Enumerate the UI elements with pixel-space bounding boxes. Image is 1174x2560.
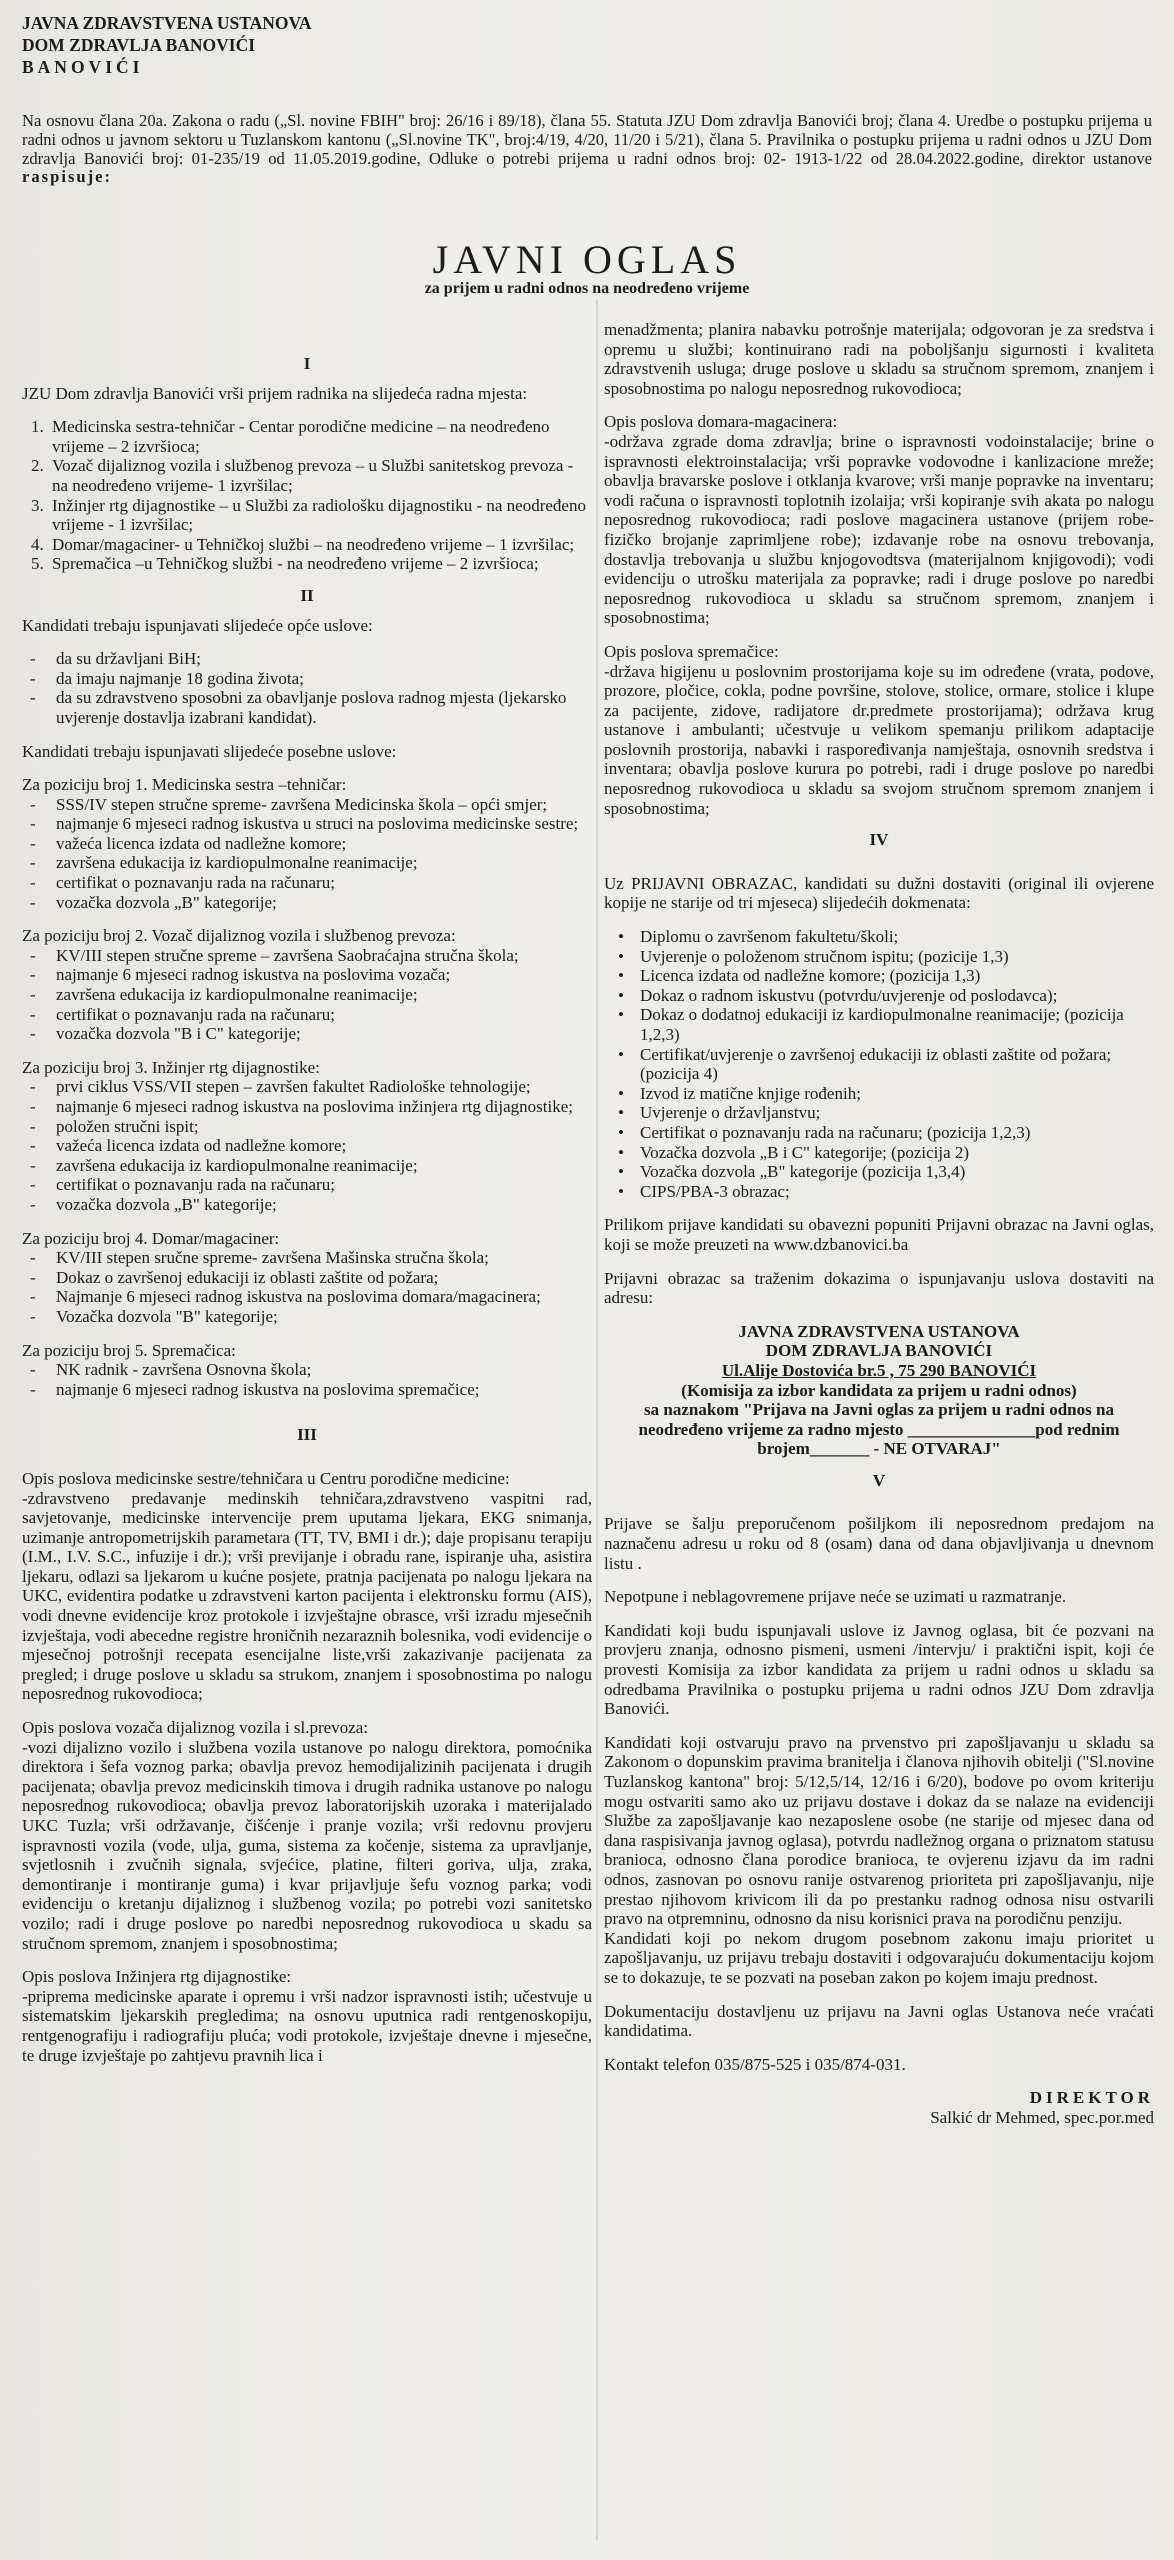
document-item: • Dokaz o dodatnoj edukaciji iz kardiopulmonalne reanimacije; (pozicija 1,2,3) bbox=[618, 1005, 1154, 1044]
condition-item: - certifikat o poznavanju rada na računaru; bbox=[30, 1175, 592, 1195]
job-desc-text: -vozi dijalizno vozilo i službena vozila ustanove po nalogu direktora, pomoćnika direktora i šefa voznog parka; obavlja prevoz hemodijalizinih pacijenata i drugih pacijenata; obavlja prevoz medicinskih timova i drugih radnika ustanove po nalogu neposrednog rukovodioca; obavlja prevoz laboratorijskih uzoraka i materijalado UKC Tuzla; vrši održavanje, čišćenje i pranje vozila; vrši redovnu provjeru ispravnosti vozila (vode, ulja, guma, sistema za kočenje, sistema za upravljanje, svjetlosnih i zvučnih signala, svjećice, platine, filteri goriva, ulja, zraka, demontiranje i montiranje guma) i kvar prijavljuje šefu voznog parka; vodi evidenciju o kretanju dijaliznog i službenog vozila; po potrebi vozi sanitetsko vozilo; radi i druge poslove po naredbi neposrednog rukovodioca u skadu sa stručnom spremom, znanjem i sposobnostima; bbox=[22, 1737, 592, 1953]
job-desc-heading: Opis poslova medicinske sestre/tehničara u Centru porodične medicine: bbox=[22, 1468, 510, 1488]
paragraph: Kandidati koji po nekom drugom posebnom zakonu imaju prioritet u zapošljavanju, uz prijavu trebaju dostaviti i odgovarajuću dokumentaciju kojom se to dokazuje, te se pozvati na poseban zakon po kojem imaju prednost. bbox=[604, 1928, 1154, 1987]
address-line: DOM ZDRAVLJA BANOVIĆI bbox=[765, 1341, 993, 1361]
job-desc-text: -zdravstveno predavanje medinskih tehničara,zdravstveno vaspitni rad, savjetovanje, medicinske intervencije prem uputama ljekara, EKG snimanja, uzimanje antropometrijskih parametara (TT, TV, BMI i dr.); daje propisanu terapiju (I.M., I.V. S.C., infuzije i dr.); vrši previjanje i obradu rane, ispiranje uha, asistira ljekaru, odlazi sa ljekarom u kućne posjete, pratnja pacijenata po nalogu ljekara na UKC, evidentira podatke u zdravstveni karton pacijenta i elektronsku formu (AIS), vodi dnevne evidencije kroz protokole i izvještajne obrasce, vrši izradu mjesečnih izvještaja, vodi abecedne registre hroničnih nezaraznih bolesnika, vodi evidencije o mjesečnoj potrošnji recepata esencijalne liste,vrši zakazivanje pacijenata za pregled; i druge poslove u skladu sa strukom, znanjem i sposobnostima po nalogu neposrednog rukovodioca; bbox=[22, 1488, 592, 1704]
left-column bbox=[22, 320, 592, 2065]
document-item: • Uvjerenje o položenom stručnom ispitu; (pozicije 1,3) bbox=[618, 947, 1154, 967]
paragraph: Dokumentaciju dostavljenu uz prijavu na Javni oglas Ustanova neće vraćati kandidatima. bbox=[604, 2001, 1154, 2041]
position-item: 3. Inžinjer rtg dijagnostike – u Službi za radiološku dijagnostiku - na neodređeno vrijeme - 1 izvršilac; bbox=[48, 496, 592, 535]
condition-item: - KV/III stepen stručne spreme – završena Saobraćajna stručna škola; bbox=[30, 946, 592, 966]
org-name-line3: BANOVIĆI bbox=[22, 57, 144, 77]
page-title: JAVNI OGLAS bbox=[432, 237, 742, 282]
condition-item: - Vozačka dozvola "B" kategorije; bbox=[30, 1307, 592, 1327]
document-item: • Uvjerenje o državljanstvu; bbox=[618, 1103, 1154, 1123]
address-line: sa naznakom "Prijava na Javni oglas za prijem u radni odnos na neodređeno vrijeme za radno mjesto _______________pod rednim brojem_______ - NE OTVARAJ" bbox=[638, 1400, 1120, 1459]
position5-heading: Za poziciju broj 5. Spremačica: bbox=[22, 1340, 236, 1360]
condition-item: - Dokaz o završenoj edukaciji iz oblasti zaštite od požara; bbox=[30, 1268, 592, 1288]
position-item: 4. Domar/magaciner- u Tehničkoj službi – na neodređeno vrijeme – 1 izvršilac; bbox=[48, 535, 592, 555]
contact-phone: Kontakt telefon 035/875-525 i 035/874-031. bbox=[604, 2054, 906, 2074]
job-desc-heading: Opis poslova spremačice: bbox=[604, 641, 779, 661]
general-conditions-lead: Kandidati trebaju ispunjavati slijedeće opće uslove: bbox=[22, 615, 373, 635]
address-line: JAVNA ZDRAVSTVENA USTANOVA bbox=[738, 1321, 1020, 1341]
condition-item: - SSS/IV stepen stručne spreme- završena Medicinska škola – opći smjer; bbox=[30, 795, 592, 815]
paragraph: Kandidati koji budu ispunjavali uslove iz Javnog oglasa, bit će pozvani na provjeru znanja, odnosno pismeni, usmeni /intervju/ i praktični ispit, koji će provesti Komisija za izbor kandidata za prijem u radni odnos u skladu sa odredbama Pravilnika o postupku prijema u radni odnos JZU Dom zdravlja Banovići. bbox=[604, 1620, 1154, 1719]
condition-item: - certifikat o poznavanju rada na računaru; bbox=[30, 1005, 592, 1025]
condition-item: - vozačka dozvola "B i C" kategorije; bbox=[30, 1024, 592, 1044]
condition-item: - najmanje 6 mjeseci radnog iskustva na poslovima vozača; bbox=[30, 965, 592, 985]
form-note: Prilikom prijave kandidati su obavezni popuniti Prijavni obrazac na Javni oglas, koji se može preuzeti na www.dzbanovici.ba bbox=[604, 1215, 1154, 1254]
condition-item: - važeća licenca izdata od nadležne komore; bbox=[30, 1136, 592, 1156]
document-item: • Vozačka dozvola „B i C" kategorije; (pozicija 2) bbox=[618, 1143, 1154, 1163]
paragraph: Nepotpune i neblagovremene prijave neće se uzimati u razmatranje. bbox=[604, 1587, 1067, 1607]
header bbox=[22, 12, 622, 78]
condition-item: - završena edukacija iz kardiopulmonalne reanimacije; bbox=[30, 985, 592, 1005]
position3-heading: Za poziciju broj 3. Inžinjer rtg dijagnostike: bbox=[22, 1057, 320, 1077]
job-desc-text: -održava zgrade doma zdravlja; brine o ispravnosti vodoinstalacije; brine o ispravnosti elektroinstalacija; vrši popravke vodovodne i kanlizacione mreže; obavlja bravarske poslove i otklanja kvarove; vrši manje popravke na inventaru; vodi računa o ispravnosti toplotnih izolaija; vrši kopiranje svih akata po nalogu neposrednog rukovodioca; radi poslove magacinera ustanove (prijem robe-fizičko brojanje zaprimljene robe); izdavanje robe na osnovu trebovanja, dostavlja trebovanja u službu knjogovodtsva (materijalnom knjigovodi); vodi evidenciju o utrošku materijala za popravke; radi i druge poslove po naredbi neposrednog rukovodioca u skladu sa stručnom spremom, znanjem i sposobnostima; bbox=[604, 431, 1154, 628]
documents-list bbox=[618, 927, 1154, 1201]
intro-verb: raspisuje: bbox=[22, 167, 113, 187]
address-line: Ul.Alije Dostovića br.5 , 75 290 BANOVIĆI bbox=[721, 1360, 1037, 1380]
document-item: • Licenca izdata od nadležne komore; (pozicija 1,3) bbox=[618, 966, 1154, 986]
section-heading-4: IV bbox=[869, 830, 889, 850]
section1-lead: JZU Dom zdravlja Banovići vrši prijem radnika na slijedeća radna mjesta: bbox=[22, 383, 528, 403]
section-heading-5: V bbox=[872, 1470, 886, 1490]
position3-conditions bbox=[30, 1077, 592, 1214]
condition-item: - najmanje 6 mjeseci radnog iskustva na poslovima spremačice; bbox=[30, 1380, 592, 1400]
position1-heading: Za poziciju broj 1. Medicinska sestra –tehničar: bbox=[22, 775, 347, 795]
job-desc-continued: menadžmenta; planira nabavku potrošnje materijala; odgovoran je za sredstva i opremu u službi; kontinuirano radi na poboljšanju sigurnosti i kvaliteta zdravstvenih usluga; druge poslove u skladu sa stručnom spremom, znanjem i sposobnostima po nalogu neposrednog rukovodioca; bbox=[604, 320, 1154, 398]
condition-item: - da su zdravstveno sposobni za obavljanje poslova radnog mjesta (ljekarsko uvjerenje dostavlja izabrani kandidat). bbox=[30, 688, 592, 727]
position2-heading: Za poziciju broj 2. Vozač dijaliznog vozila i službenog prevoza: bbox=[22, 926, 456, 946]
document-item: • Certifikat o poznavanju rada na računaru; (pozicija 1,2,3) bbox=[618, 1123, 1154, 1143]
condition-item: - vozačka dozvola „B" kategorije; bbox=[30, 1195, 592, 1215]
send-note: Prijavni obrazac sa traženim dokazima o ispunjavanju uslova dostaviti na adresu: bbox=[604, 1268, 1154, 1308]
position-item: 2. Vozač dijaliznog vozila i službenog prevoza – u Službi sanitetskog prevoza - na neodređeno vrijeme- 1 izvršilac; bbox=[48, 456, 592, 495]
positions-list bbox=[48, 417, 592, 574]
document-item: • Certifikat/uvjerenje o završenoj edukaciji iz oblasti zaštite od požara; (pozicija 4) bbox=[618, 1045, 1154, 1084]
paragraph: Prijave se šalju preporučenom pošiljkom ili neposrednom predajom na naznačenu adresu u roku od 8 (osam) dana od dana objavljivanja u dnevnom listu . bbox=[604, 1514, 1154, 1573]
org-name-line1: JAVNA ZDRAVSTVENA USTANOVA bbox=[22, 13, 312, 33]
page-subtitle: za prijem u radni odnos na neodređeno vrijeme bbox=[424, 280, 750, 297]
condition-item: - završena edukacija iz kardiopulmonalne reanimacije; bbox=[30, 853, 592, 873]
job-desc-heading: Opis poslova Inžinjera rtg dijagnostike: bbox=[22, 1967, 292, 1987]
condition-item: - certifikat o poznavanju rada na računaru; bbox=[30, 873, 592, 893]
general-conditions-list bbox=[30, 649, 592, 727]
job-desc-heading: Opis poslova domara-magacinera: bbox=[604, 412, 838, 432]
position2-conditions bbox=[30, 946, 592, 1044]
job-desc-text: -priprema medicinske aparate i opremu i vrši nadzor ispravnosti istih; učestvuje u sistematskim ljekarskih pregledima; na osnovu uputnica radi rentgenoskopiju, rentgenografiju i radiografiju pluća; vodi protokole, izvještaje dnevne i mjesečne, te druge izvještaje po zahtjevu pravnih lica i bbox=[22, 1986, 592, 2065]
condition-item: - prvi ciklus VSS/VII stepen – završen fakultet Radiološke tehnologije; bbox=[30, 1077, 592, 1097]
signature-block bbox=[604, 2088, 1154, 2127]
signature-name: Salkić dr Mehmed, spec.por.med bbox=[930, 2107, 1154, 2127]
position-item: 5. Spremačica –u Tehničkog službi - na neodređeno vrijeme – 2 izvršioca; bbox=[48, 554, 592, 574]
org-name-line2: DOM ZDRAVLJA BANOVIĆI bbox=[22, 35, 256, 55]
condition-item: - NK radnik - završena Osnovna škola; bbox=[30, 1360, 592, 1380]
job-desc-text: -država higijenu u poslovnim prostorijama koje su im određene (vrata, podove, prozore, pločice, cokla, podne površine, stolove, stolice, ormare, stolice i klupe za pacijente, zidove, radijatore dr.predmete prostorijama); održava krug ustanove i ambulanti; učestvuje u velikom spemanju prilikom adaptacije poslovnih prostorija, nabavki i raspoređivanja namještaja, osnovnih sredstva i inventara; obavlja poslove kurura po potrebi, radi i druge poslove po naredbi neposrednog rukovodioca u skladu sa svojom stručnom spremom znanjem i sposobnostima; bbox=[604, 661, 1154, 818]
document-item: • Vozačka dozvola „B" kategorije (pozicija 1,3,4) bbox=[618, 1162, 1154, 1182]
special-conditions-lead: Kandidati trebaju ispunjavati slijedeće posebne uslove: bbox=[22, 741, 397, 761]
document-item: • Izvod iz matične knjige rođenih; bbox=[618, 1084, 1154, 1104]
document-item: • Diplomu o završenom fakultetu/školi; bbox=[618, 927, 1154, 947]
position-item: 1. Medicinska sestra-tehničar - Centar porodične medicine – na neodređeno vrijeme – 2 izvršioca; bbox=[48, 417, 592, 456]
condition-item: - položen stručni ispit; bbox=[30, 1117, 592, 1137]
signature-title: DIREKTOR bbox=[1029, 2088, 1154, 2108]
position5-conditions bbox=[30, 1360, 592, 1399]
condition-item: - završena edukacija iz kardiopulmonalne reanimacije; bbox=[30, 1156, 592, 1176]
column-fold bbox=[596, 300, 598, 2540]
intro-paragraph bbox=[22, 112, 1152, 187]
paragraph: Kandidati koji ostvaruju pravo na prvenstvo pri zapošljavanju u skladu sa Zakonom o dopunskim pravima branitelja i članova njihovih obitelji ("Sl.novine Tuzlanskog kantona" broj: 5/12,5/14, 12/16 i 6/20), bodove po ovom kriteriju mogu ostvariti samo ako uz prijavu dostave i dokaz da se nalaze na evidenciji Službe za zapošljavanje kao nezaposlene osobe (ne starije od mjesec dana od dana raspisivanja javnog oglasa), potvrdu nadležnog organa o priznatom statusu branioca, odnosno člana porodice branioca, te ovjerenu izjavu da im radni odnos, zasnovan po osnovu ranije ostvarenog prioriteta pri zapošljavanju, nije prestao njihovom krivicom ili da po prestanku radnog odnosa nisu ostvarili pravo na otpremninu, odnosno da nisu korisnici prava na porodičnu penziju. bbox=[604, 1732, 1154, 1929]
section-heading-2: II bbox=[300, 585, 314, 605]
condition-item: - najmanje 6 mjeseci radnog iskustva u struci na poslovima medicinske sestre; bbox=[30, 814, 592, 834]
document-item: • CIPS/PBA-3 obrazac; bbox=[618, 1182, 1154, 1202]
condition-item: - vozačka dozvola „B" kategorije; bbox=[30, 893, 592, 913]
condition-item: - Najmanje 6 mjeseci radnog iskustva na poslovima domara/magacinera; bbox=[30, 1287, 592, 1307]
intro-text: Na osnovu člana 20a. Zakona o radu („Sl. novine FBIH" broj: 26/16 i 89/18), člana 55. Statuta JZU Dom zdravlja Banovići broj; člana 4. Uredbe o postupku prijema u radni odnos u javnom sektoru u Tuzlanskom kantonu („Sl.novine TK", broj:4/19, 4/20, 11/20 i 5/21), člana 5. Pravilnika o postupku prijema u radni odnos u JZU Dom zdravlja Banovići broj: 01-235/19 od 11.05.2019.godine, Odluke o potrebi prijema u radni odnos broj: 02- 1913-1/22 od 28.04.2022.godine, direktor ustanove bbox=[22, 111, 1152, 168]
position4-conditions bbox=[30, 1248, 592, 1326]
job-desc-heading: Opis poslova vozača dijaliznog vozila i sl.prevoza: bbox=[22, 1718, 369, 1738]
position4-heading: Za poziciju broj 4. Domar/magaciner: bbox=[22, 1228, 280, 1248]
condition-item: - najmanje 6 mjeseci radnog iskustva na poslovima inžinjera rtg dijagnostike; bbox=[30, 1097, 592, 1117]
condition-item: - da su državljani BiH; bbox=[30, 649, 592, 669]
section-heading-3: III bbox=[297, 1425, 317, 1445]
address-block bbox=[604, 1322, 1154, 1459]
section-heading-1: I bbox=[303, 354, 311, 373]
documents-lead: Uz PRIJAVNI OBRAZAC, kandidati su dužni dostaviti (original ili ovjerene kopije ne starije od tri mjeseca) slijedećih dokmenata: bbox=[604, 873, 1154, 913]
condition-item: - KV/III stepen sručne spreme- završena Mašinska stručna škola; bbox=[30, 1248, 592, 1268]
condition-item: - da imaju najmanje 18 godina života; bbox=[30, 669, 592, 689]
right-column bbox=[604, 320, 1154, 2128]
condition-item: - važeća licenca izdata od nadležne komore; bbox=[30, 834, 592, 854]
position1-conditions bbox=[30, 795, 592, 913]
address-line: (Komisija za izbor kandidata za prijem u radni odnos) bbox=[681, 1380, 1077, 1400]
document-item: • Dokaz o radnom iskustvu (potvrdu/uvjerenje od poslodavca); bbox=[618, 986, 1154, 1006]
